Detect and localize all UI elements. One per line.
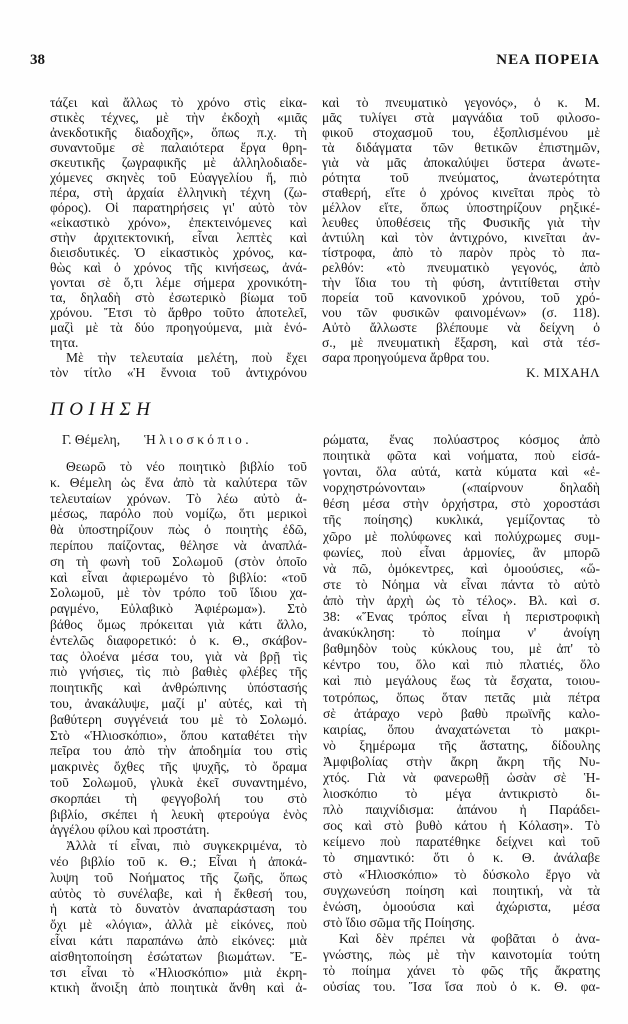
- text-line: σος καὶ στὸ βυθὸ κάτου ἡ Κόλαση». Τὸ: [323, 818, 600, 834]
- text-line: 38: «Ἕνας τρόπος εἶναι ἡ περιστροφικὴ: [323, 609, 600, 625]
- text-line: Ἀλλὰ τί εἶναι, πιὸ συγκεκριμένα, τὸ: [66, 838, 307, 854]
- text-line: καὶ εἶναι ἀφιερωμένο τὸ βιβλίο: «τοῦ: [50, 569, 307, 585]
- text-line: τὴν ἴδια του τὴ φύση, ἀντιτίθεται στὴν: [322, 275, 600, 290]
- text-line: ρελθόν: «τὸ πνευματικὸ γεγονός, ἀπὸ: [322, 260, 600, 275]
- text-line: μᾶς τυλίγει στὰ μαγνάδια τοῦ φιλοσο-: [322, 110, 600, 125]
- text-line: σ., μὲ πνευματικὴ ἔξαρση, καὶ στὰ τέσ-: [322, 335, 600, 350]
- text-line: σκορπάει τὴ φεγγοβολή του στὸ: [50, 790, 307, 806]
- text-line: φωνίες, ποὺ εἶναι ἁρμονίες, ἂν μπορῶ: [323, 544, 600, 560]
- text-line: νορχηστρώνονται» («παίρνουν δηλαδὴ: [323, 480, 600, 496]
- text-line: ἀνακύκληση: τὸ ποίημα ν' ἀνοίγη: [323, 625, 600, 641]
- text-line: θὰ ὑποστηρίζουν πὼς ὁ ποιητὴς ἐδῶ,: [50, 522, 307, 538]
- text-line: «εἰκαστικὸ χρόνο», ἐπεκτεινόμενες καὶ: [50, 215, 307, 230]
- text-line: τα, δηλαδὴ στὸ ἐσωτερικὸ βίωμα τοῦ: [50, 290, 307, 305]
- text-line: ἐντελῶς διαφορετικό: ὁ κ. Θ., σκάβον-: [50, 632, 307, 648]
- text-line: ρότητα τοῦ πνεύματος, ἀνωτερότητα: [322, 170, 600, 185]
- text-line: περίπου παίζοντας, θέλησε νὰ ἀναπλά-: [50, 537, 307, 553]
- text-line: τητα.: [50, 335, 79, 350]
- text-line: λιοσκόπιο τὸ μέγα ἀντικριστὸ δι-: [323, 786, 600, 802]
- text-line: κείμενο ποὺ παρατέθηκε δείχνει καὶ τοῦ: [323, 834, 600, 850]
- paragraph: [50, 95, 307, 350]
- text-line: κέντρο του, ὅλο καὶ πιὸ πλατιές, ὅλο: [323, 657, 600, 673]
- text-line: τοτρόπως, ὅπως ὅταν πετᾶς μιὰ πέτρα: [323, 689, 600, 705]
- text-line: γιὰ νὰ μᾶς ἀποκαλύψει ὕστερα ἀνωτε-: [322, 155, 600, 170]
- text-line: τὸν τίτλο «Ἡ ἔννοια τοῦ ἀντιχρόνου: [50, 365, 307, 380]
- text-line: θὼς καὶ ὁ χρόνος τῆς κινήσεως, ἀνά-: [50, 260, 307, 275]
- author-signature: Κ. ΜΙΧΑΗΛ: [526, 365, 600, 380]
- text-line: πεῖρα του ἀπὸ τὴν ἀποδημία του στὶς: [50, 743, 307, 759]
- text-line: γονται, ὅλα αὐτά, κατὰ κύματα καὶ «ἐ-: [323, 464, 600, 480]
- text-line: συγχωνεύση ποίηση καὶ ποιητική, νὰ τὰ: [323, 882, 600, 898]
- text-line: ση τὴ φωνὴ τοῦ Σολωμοῦ (στὸν ὁποῖο: [50, 553, 307, 569]
- paragraph: [323, 931, 600, 995]
- text-line: διεισδυτικές. Ὁ εἰκαστικὸς χρόνος, κα-: [50, 245, 307, 260]
- text-line: στὸ ἴδιο σῶμα τῆς Ποίησης.: [323, 914, 475, 930]
- text-line: τὸ σημαντικό: ὅτι ὁ κ. Θ. ἀνάλαβε: [323, 850, 600, 866]
- text-line: Καὶ δὲν πρέπει νὰ φοβᾶται ὁ ἀνα-: [339, 930, 600, 946]
- text-line: νέο βιβλίο τοῦ κ. Θ.; Εἶναι ἡ ἀποκά-: [50, 853, 307, 869]
- text-line: βαθύτερη συγγένειά του μὲ τὸ Σολωμό.: [50, 711, 307, 727]
- text-line: χτός. Γιὰ νὰ φανερωθῇ ὡσὰν σὲ Ἡ-: [323, 769, 600, 785]
- paragraph: [50, 838, 307, 996]
- text-line: Στὸ «Ἡλιοσκόπιο», ὅπου καταθέτει τὴν: [50, 727, 307, 743]
- text-line: τίστροφα, ἀπὸ τὸ παρὸν πρὸς τὸ πα-: [322, 245, 600, 260]
- text-line: συναντοῦμε σὲ παλαιότερα ἔργα θρη-: [50, 140, 307, 155]
- text-line: σκευτικῆς ζωγραφικῆς μὲ ἀλληλοδιαδε-: [50, 155, 307, 170]
- text-line: Θεωρῶ τὸ νέο ποιητικὸ βιβλίο τοῦ: [66, 459, 307, 474]
- text-line: πιὸ γνήσιες, τὶς πιὸ βαθιὲς φλέβες τῆς: [50, 664, 307, 680]
- text-line: ἀντιύλη καὶ τὸν ἀντιχρόνο, κινεῖται ἀν-: [322, 230, 600, 245]
- text-line: τσι εἶναι τὸ «Ἡλιοσκόπιο» μιὰ ἐκρη-: [50, 964, 307, 980]
- text-line: τὰ διδάγματα τῶν θετικῶν ἐπιστημῶν,: [322, 140, 600, 155]
- paragraph: [50, 350, 307, 380]
- reviewed-book-title: Ἡλιοσκόπιο.: [144, 432, 253, 447]
- text-line: λυψη τοῦ Νοήματος τῆς ζωῆς, ὅπως: [50, 869, 307, 885]
- text-line: του, ἀνακάλυψε, μαζί μ' αὐτές, καὶ τὴ: [50, 695, 307, 711]
- text-line: φόρος). Οἱ παρατηρήσεις γι' αὐτὸ τὸν: [50, 200, 307, 215]
- review-byline: [62, 432, 252, 448]
- text-line: στικὲς τέχνες, μὲ τὴν ἐκδοχὴ «μιᾶς: [50, 110, 307, 125]
- text-line: χρόνου. Ἔτσι τὸ ἄρθρο τοῦτο ἀποτελεῖ,: [50, 305, 307, 320]
- text-line: μαζὶ μὲ τὰ δύο προηγούμενα, μιὰ ἑνό-: [50, 320, 307, 335]
- text-line: καὶ πιὸ μεγάλους ἕως τὰ ἔσχατα, τοιου-: [323, 673, 600, 689]
- text-line: αὐτὸς τὸ συνέλαβε, καὶ ἡ ἔκθεσή του,: [50, 885, 307, 901]
- text-line: ἀπὸ τὴν ἀρχὴ ὡς τὸ τέλος». Βλ. καὶ σ.: [323, 592, 600, 608]
- text-line: χῶρο μὲ πολύφωνες καὶ πολύχρωμες συμ-: [323, 528, 600, 544]
- text-line: ποιητικὰ φῶτα καὶ νοήματα, ποὺ εἰσά-: [323, 448, 600, 464]
- text-line: λευθες ὑποθέσεις τῆς Φυσικῆς γιὰ τὴν: [322, 215, 600, 230]
- essay-left-column: [50, 95, 307, 380]
- text-line: βαθμηδὸν τοὺς κύκλους του, μὲ ἀπ' τὸ: [323, 641, 600, 657]
- magazine-title: ΝΕΑ ΠΟΡΕΙΑ: [496, 52, 600, 68]
- text-line: αἰσθητοποίηση ἐσώτατων βιωμάτων. Ἔ-: [50, 948, 307, 964]
- text-line: Μὲ τὴν τελευταία μελέτη, ποὺ ἔχει: [66, 350, 307, 365]
- text-line: ἀνεκδοτικῆς διαδοχῆς», ὅπως π.χ. τὴ: [50, 125, 307, 140]
- text-line: σαρα προηγούμενα ἄρθρα του.: [322, 350, 490, 365]
- text-line: φικοῦ στοχασμοῦ του, ἐξοπλισμένου μὲ: [322, 125, 600, 140]
- text-line: βάθος ὅμως πρόκειται γιὰ κάτι ἄλλο,: [50, 616, 307, 632]
- text-line: τῆς ποίησης) κυκλικά, γεμίζοντας τὸ: [323, 512, 600, 528]
- paragraph: [50, 459, 307, 838]
- text-line: τάζει καὶ ἄλλως τὸ χρόνο στὶς εἰκα-: [50, 95, 307, 110]
- text-line: Σολωμοῦ, μὲ τὸν τρόπο τοῦ ἴδιου χα-: [50, 585, 307, 601]
- text-line: πλὸ παιχνίδισμα: ἀπάνου ἡ Παράδει-: [323, 802, 600, 818]
- text-line: ὄχι μὲ «λόγια», ἀλλὰ μὲ εἰκόνες, ποὺ: [50, 917, 307, 933]
- text-line: ποιητικῆς καὶ ἀνθρώπινης ὑπόστασής: [50, 680, 307, 696]
- text-line: νὸ ξημέρωμα τῆς ἄστατης, δίδουλης: [323, 737, 600, 753]
- text-line: ἑνώση, ὁμοούσια καὶ ἀχώριστα, μέσα: [323, 898, 600, 914]
- section-heading: ΠΟΙΗΣΗ: [50, 399, 156, 420]
- text-line: ἡ κατὰ τὸ δυνατὸν ἀναπαράσταση του: [50, 901, 307, 917]
- reviewed-author: Γ. Θέμελη,: [62, 432, 121, 447]
- text-line: πέρα, στὴ ἀρχαία ἑλληνικὴ τέχνη (ζω-: [50, 185, 307, 200]
- text-line: κτικὴ ἄνοιξη ἀπὸ ποιητικὰ ἄνθη καὶ ἀ-: [50, 980, 307, 996]
- text-line: νὰ πῶ, ὁμόκεντρες, καὶ ὁμοούσιες, «ὥ-: [323, 560, 600, 576]
- text-line: μέσως, παρόλο ποὺ νομίζω, ὅτι μερικοὶ: [50, 506, 307, 522]
- review-left-column: [50, 459, 307, 996]
- text-line: εἶναι κάτι παραπάνω ἀπὸ εἰκόνες: μιὰ: [50, 932, 307, 948]
- text-line: σὲ ἀτάραχο νερὸ βαθὺ πρωϊνῆς καλο-: [323, 705, 600, 721]
- text-line: σταθερή, εἴτε ὁ χρόνος κινεῖται πρὸς τὸ: [322, 185, 600, 200]
- text-line: τὸ ποίημα χάνει τὸ φῶς τῆς ἄκρατης: [323, 963, 600, 979]
- text-line: οὐσίας του. Ἴσα ἴσα ποὺ ὁ κ. Θ. φα-: [323, 979, 600, 995]
- text-line: γονται σὲ ὅ,τι λέμε σήμερα χρονικότη-: [50, 275, 307, 290]
- text-line: στε τὸ Νόημα νὰ εἶναι πάντα τὸ αὐτὸ: [323, 576, 600, 592]
- text-line: στὴν ἀρχιτεκτονική, εἶναι λεπτὲς καὶ: [50, 230, 307, 245]
- text-line: καιρίας, ὅπου ἀναχατώνεται τὸ μακρι-: [323, 721, 600, 737]
- text-line: τοῦ Σολωμοῦ, γλυκὰ ἐκεῖ συναντημένο,: [50, 774, 307, 790]
- text-line: θέση μέσα στὴν ὀρχήστρα, στὸ χοροστάσι: [323, 496, 600, 512]
- text-line: γνώστης, πὼς μὲ τὴν καινοτομία τούτη: [323, 947, 600, 962]
- text-line: ραγμένο, Εὐλαβικὸ Ἀφιέρωμα»). Στὸ: [50, 601, 307, 617]
- text-line: χόμενες σκηνὲς τοῦ Εὐαγγελίου ἤ, πιὸ: [50, 170, 307, 185]
- text-line: ἀγγέλου φίλου καὶ προστάτη.: [50, 822, 210, 838]
- paragraph: [322, 95, 600, 365]
- text-line: Αὐτὸ ἄλλωστε βλέπουμε νὰ δείχνη ὁ: [322, 320, 600, 335]
- text-line: πορεία τοῦ κανονικοῦ χρόνου, τοῦ χρό-: [322, 290, 600, 305]
- text-line: τας ὁλοένα μέσα του, γιὰ νὰ βρῇ τὶς: [50, 648, 307, 664]
- text-line: μακρινὲς ὄχθες τῆς ψυχῆς, τὸ ὅραμα: [50, 759, 307, 775]
- review-right-column: [323, 432, 600, 995]
- text-line: νου τῶν φυσικῶν φαινομένων» (σ. 118).: [322, 305, 600, 320]
- text-line: Ἀμφιβολίας στὴν ἄκρη ἄκρη τῆς Νυ-: [323, 753, 600, 769]
- text-line: ρώματα, ἕνας πολύαστρος κόσμος ἀπὸ: [323, 432, 600, 447]
- text-line: καὶ τὸ πνευματικὸ γεγονός», ὁ κ. Μ.: [322, 95, 600, 110]
- paragraph: [323, 432, 600, 931]
- text-line: βιβλίο, σκέπει ἡ λευκὴ φτερούγα ἑνὸς: [50, 806, 307, 822]
- page-number: 38: [30, 52, 45, 68]
- essay-right-column: [322, 95, 600, 380]
- text-line: στὸ «Ἡλιοσκόπιο» τὸ δύσκολο ἔργο νὰ: [323, 866, 600, 882]
- text-line: τελευταίων χρόνων. Τὸ λέω αὐτὸ ἀ-: [50, 490, 307, 506]
- text-line: μέλλον εἴτε, ὅπως ὑποστηρίζουν ρηξικέ-: [322, 200, 600, 215]
- text-line: κ. Θέμελη ὡς ἕνα ἀπὸ τὰ καλύτερα τῶν: [50, 474, 307, 490]
